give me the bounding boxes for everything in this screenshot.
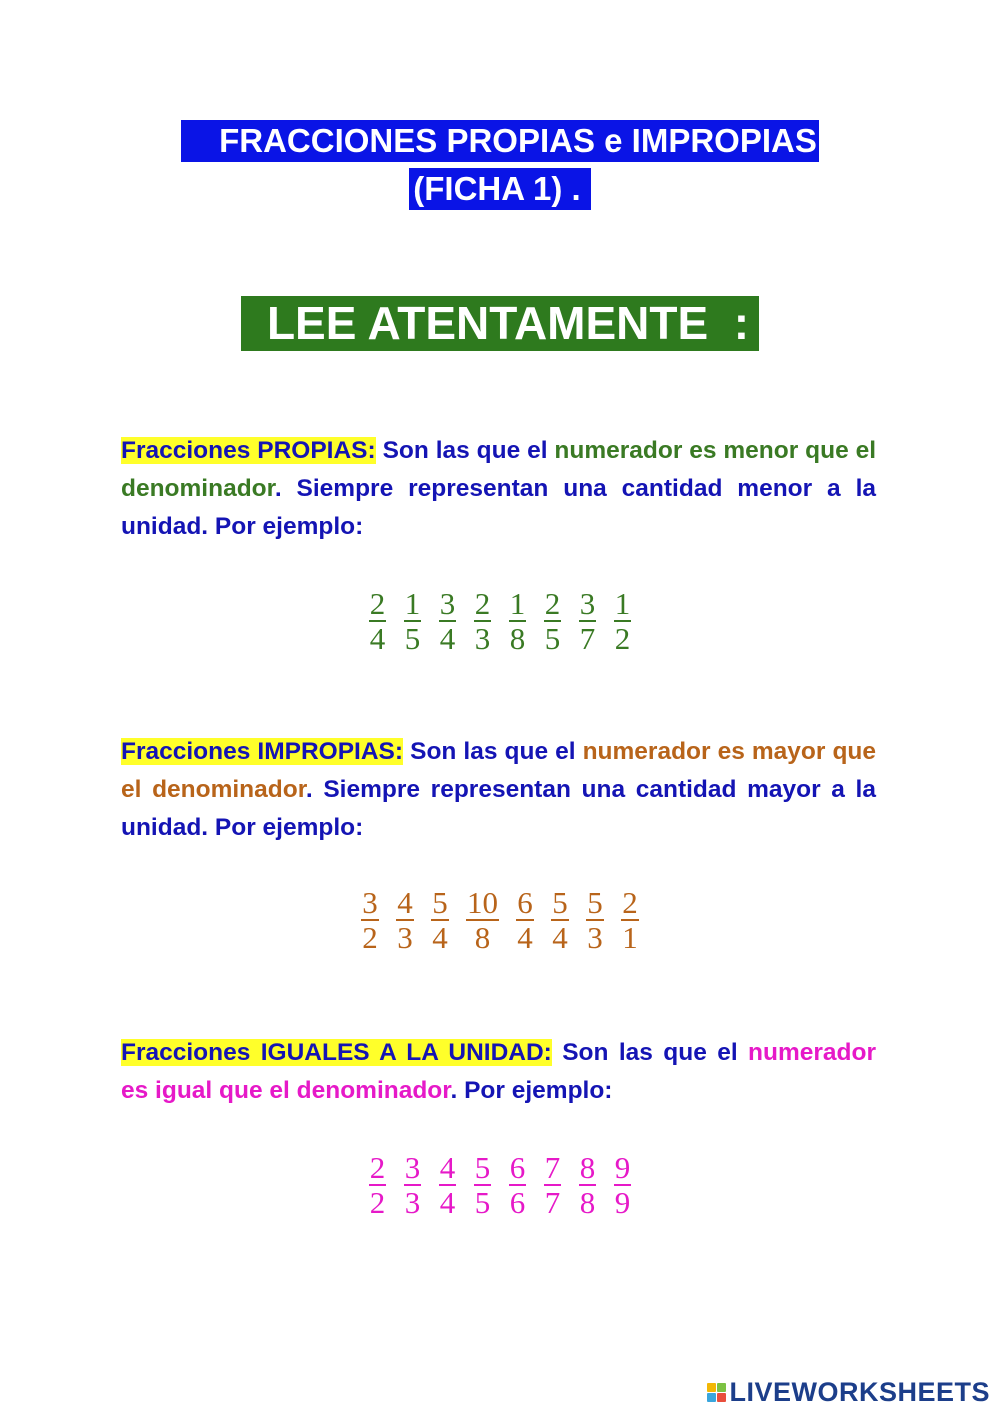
fraction — [474, 1151, 492, 1219]
fraction-denominator: 4 — [517, 920, 533, 955]
fraction-numerator: 2 — [622, 885, 638, 920]
fraction-numerator: 5 — [552, 885, 568, 920]
fraction — [474, 587, 492, 655]
propias-label: Fracciones PROPIAS: — [121, 437, 376, 464]
fraction-denominator: 8 — [579, 1185, 596, 1220]
propias-highlight: numerador es menor que el denominador — [121, 437, 877, 502]
propias-text-2: . Siempre representan una cantidad menor a la unidad. Por ejemplo: — [121, 475, 876, 540]
iguales-text-1: Son las que el — [551, 1039, 749, 1066]
fraction-numerator: 1 — [404, 586, 421, 621]
propias-text-1: Son las que el — [375, 437, 555, 464]
logo-square — [707, 1383, 716, 1392]
iguales-label: Fracciones IGUALES A LA UNIDAD: — [121, 1039, 552, 1066]
fraction-numerator: 9 — [614, 1150, 631, 1185]
propias-paragraph — [121, 432, 876, 546]
fraction-numerator: 4 — [439, 1150, 456, 1185]
fraction-denominator: 1 — [622, 920, 638, 955]
fraction-numerator: 2 — [369, 586, 386, 621]
impropias-label: Fracciones IMPROPIAS: — [121, 738, 404, 765]
fraction-denominator: 3 — [397, 920, 413, 955]
fraction-denominator: 7 — [579, 621, 596, 656]
fraction — [579, 1151, 597, 1219]
fraction — [579, 587, 597, 655]
fraction — [614, 587, 632, 655]
fraction-numerator: 10 — [467, 885, 498, 920]
fraction — [544, 587, 562, 655]
fraction — [361, 886, 379, 954]
fraction-denominator: 6 — [509, 1185, 526, 1220]
fraction — [614, 1151, 632, 1219]
fraction-numerator: 2 — [544, 586, 561, 621]
fraction-numerator: 1 — [509, 586, 526, 621]
fraction — [509, 1151, 527, 1219]
fraction-denominator: 3 — [474, 621, 491, 656]
fraction — [404, 587, 422, 655]
fraction — [551, 886, 569, 954]
fraction-denominator: 8 — [474, 920, 491, 955]
fraction-denominator: 5 — [544, 621, 561, 656]
fraction-numerator: 6 — [509, 1150, 526, 1185]
fraction-denominator: 5 — [404, 621, 421, 656]
fraction-numerator: 6 — [517, 885, 533, 920]
fraction — [439, 1151, 457, 1219]
instruction-banner — [0, 296, 1000, 351]
iguales-paragraph — [121, 1034, 876, 1110]
impropias-text-1: Son las que el — [403, 738, 583, 765]
fraction-numerator: 1 — [614, 586, 631, 621]
fraction — [466, 886, 499, 954]
logo-square — [717, 1383, 726, 1392]
iguales-highlight: numerador es igual que el denominador — [121, 1039, 876, 1104]
fraction-denominator: 2 — [614, 621, 631, 656]
impropias-text-2: . Siempre representan una cantidad mayor a la unidad. Por ejemplo: — [121, 776, 876, 841]
fraction-denominator: 3 — [404, 1185, 421, 1220]
fraction-denominator: 3 — [587, 920, 603, 955]
fraction — [439, 587, 457, 655]
fraction-numerator: 2 — [474, 586, 491, 621]
fraction-numerator: 5 — [587, 885, 603, 920]
fraction-denominator: 9 — [614, 1185, 631, 1220]
liveworksheets-logo-icon — [707, 1383, 726, 1402]
fraction-numerator: 5 — [432, 885, 448, 920]
fraction — [586, 886, 604, 954]
fraction-numerator: 2 — [369, 1150, 386, 1185]
fraction — [621, 886, 639, 954]
fraction — [544, 1151, 562, 1219]
fraction-denominator: 8 — [509, 621, 526, 656]
fraction-numerator: 4 — [397, 885, 413, 920]
logo-square — [717, 1393, 726, 1402]
fraction-denominator: 4 — [552, 920, 568, 955]
fraction-denominator: 4 — [439, 1185, 456, 1220]
fraction-numerator: 3 — [404, 1150, 421, 1185]
fraction-denominator: 2 — [369, 1185, 386, 1220]
fraction-denominator: 4 — [432, 920, 448, 955]
iguales-text-2: . Por ejemplo: — [450, 1077, 613, 1104]
fraction — [369, 587, 387, 655]
fraction — [509, 587, 527, 655]
worksheet-title — [0, 120, 1000, 210]
fraction-denominator: 4 — [369, 621, 386, 656]
fraction — [396, 886, 414, 954]
fraction-numerator: 3 — [362, 885, 378, 920]
fraction-denominator: 5 — [474, 1185, 491, 1220]
instruction-text: LEE ATENTAMENTE : — [241, 296, 759, 351]
fraction — [404, 1151, 422, 1219]
iguales-fractions — [0, 1151, 1000, 1219]
title-line-1: FRACCIONES PROPIAS e IMPROPIAS — [181, 120, 819, 162]
fraction-numerator: 7 — [544, 1150, 561, 1185]
propias-fractions — [0, 587, 1000, 655]
fraction — [516, 886, 534, 954]
fraction-numerator: 8 — [579, 1150, 596, 1185]
impropias-fractions — [0, 886, 1000, 954]
fraction-numerator: 5 — [474, 1150, 491, 1185]
logo-text: LIVEWORKSHEETS — [729, 1377, 990, 1407]
fraction-numerator: 3 — [579, 586, 596, 621]
title-line-2: (FICHA 1) . — [409, 168, 590, 210]
logo-square — [707, 1393, 716, 1402]
fraction-denominator: 7 — [544, 1185, 561, 1220]
fraction-numerator: 3 — [439, 586, 456, 621]
fraction — [369, 1151, 387, 1219]
fraction — [431, 886, 449, 954]
fraction-denominator: 2 — [362, 920, 378, 955]
impropias-paragraph — [121, 733, 876, 847]
fraction-denominator: 4 — [439, 621, 456, 656]
impropias-highlight: numerador es mayor que el denominador — [121, 738, 877, 803]
liveworksheets-logo — [707, 1377, 990, 1408]
